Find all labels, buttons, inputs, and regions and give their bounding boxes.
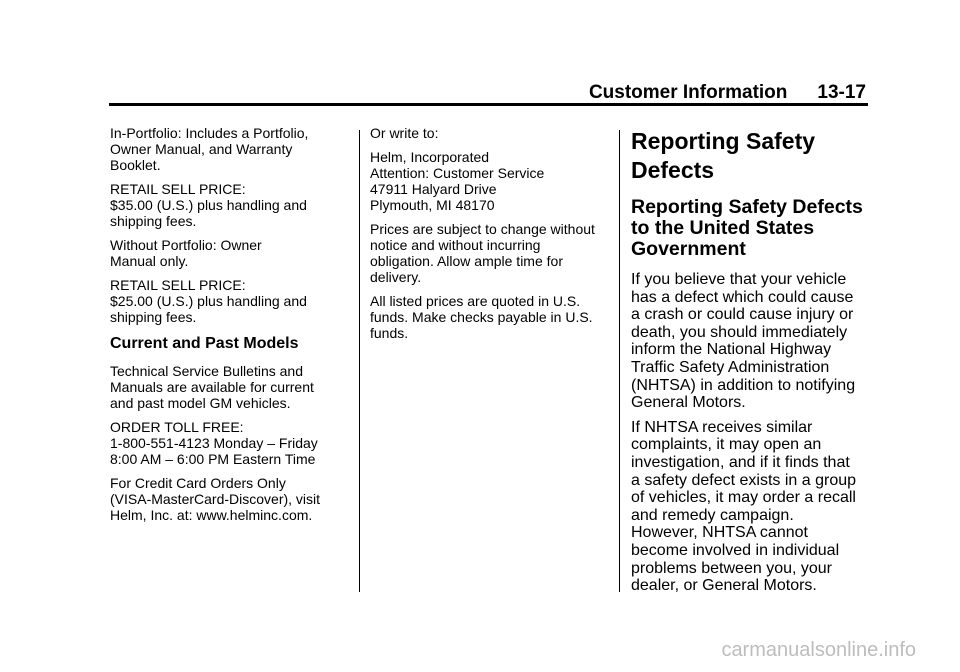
paragraph bbox=[631, 271, 871, 412]
text-line: become involved in individual bbox=[631, 541, 840, 559]
text-line: dealer, or General Motors. bbox=[631, 577, 817, 595]
paragraph bbox=[370, 125, 610, 141]
text-line: If NHTSA receives similar bbox=[631, 418, 813, 436]
text-line: shipping fees. bbox=[110, 309, 197, 325]
text-line: (VISA-MasterCard-Discover), visit bbox=[110, 491, 321, 507]
column-divider-left bbox=[359, 130, 360, 592]
text-line: delivery. bbox=[370, 269, 422, 285]
text-line: Manual only. bbox=[110, 253, 189, 269]
text-line: a crash or could cause injury or bbox=[631, 306, 854, 324]
text-line: Plymouth, MI 48170 bbox=[370, 197, 495, 213]
paragraph bbox=[110, 125, 350, 173]
text-line: problems between you, your bbox=[631, 559, 832, 577]
column-3 bbox=[631, 125, 871, 602]
text-line: notice and without incurring bbox=[370, 237, 541, 253]
text-line: Helm, Incorporated bbox=[370, 149, 490, 165]
text-line: obligation. Allow ample time for bbox=[370, 253, 563, 269]
text-line: ORDER TOLL FREE: bbox=[110, 419, 244, 435]
paragraph bbox=[110, 419, 350, 467]
text-line: In-Portfolio: Includes a Portfolio, bbox=[110, 125, 309, 141]
header-rule bbox=[109, 103, 868, 106]
section-heading bbox=[631, 127, 871, 185]
column-divider-right bbox=[619, 130, 620, 592]
watermark-text: carmanualsonline.info bbox=[721, 639, 916, 661]
text-line: has a defect which could cause bbox=[631, 288, 854, 306]
text-line: Booklet. bbox=[110, 157, 161, 173]
text-line: of vehicles, it may order a recall bbox=[631, 489, 856, 507]
text-line: funds. bbox=[370, 325, 409, 341]
heading-line: Defects bbox=[631, 157, 715, 183]
paragraph bbox=[631, 419, 871, 595]
text-line: RETAIL SELL PRICE: bbox=[110, 277, 246, 293]
text-line: Manuals are available for current bbox=[110, 379, 314, 395]
text-line: 8:00 AM – 6:00 PM Eastern Time bbox=[110, 451, 316, 467]
text-line: If you believe that your vehicle bbox=[631, 271, 847, 288]
text-line: However, NHTSA cannot bbox=[631, 524, 808, 542]
text-line: Technical Service Bulletins and bbox=[110, 363, 303, 379]
text-line: inform the National Highway bbox=[631, 341, 832, 359]
paragraph bbox=[370, 221, 610, 285]
section-title: Customer Information bbox=[588, 82, 788, 103]
text-line: death, you should immediately bbox=[631, 323, 848, 341]
text-line: RETAIL SELL PRICE: bbox=[110, 181, 246, 197]
text-line: Helm, Inc. at: www.helminc.com. bbox=[110, 507, 313, 523]
heading-line: Government bbox=[631, 238, 746, 260]
subsection-heading bbox=[631, 197, 871, 260]
text-line: All listed prices are quoted in U.S. bbox=[370, 293, 581, 309]
subsection-heading: Current and Past Models bbox=[110, 335, 299, 352]
text-line: a safety defect exists in a group bbox=[631, 471, 857, 489]
text-line: Owner Manual, and Warranty bbox=[110, 141, 293, 157]
text-line: $35.00 (U.S.) plus handling and bbox=[110, 197, 307, 213]
text-line: $25.00 (U.S.) plus handling and bbox=[110, 293, 307, 309]
paragraph bbox=[110, 181, 350, 229]
text-line: 47911 Halyard Drive bbox=[370, 181, 497, 197]
text-line: Or write to: bbox=[370, 125, 439, 141]
text-line: shipping fees. bbox=[110, 213, 197, 229]
text-line: and past model GM vehicles. bbox=[110, 395, 291, 411]
text-line: For Credit Card Orders Only bbox=[110, 475, 286, 491]
paragraph bbox=[110, 475, 350, 523]
text-line: General Motors. bbox=[631, 394, 746, 412]
address-block bbox=[370, 149, 610, 213]
text-line: and remedy campaign. bbox=[631, 506, 794, 524]
paragraph bbox=[110, 277, 350, 325]
text-line: Traffic Safety Administration bbox=[631, 358, 830, 376]
heading-line: to the United States bbox=[631, 217, 815, 239]
paragraph bbox=[110, 237, 350, 269]
text-line: Prices are subject to change without bbox=[370, 221, 595, 237]
heading-line: Reporting Safety Defects bbox=[631, 196, 863, 218]
paragraph bbox=[110, 363, 350, 411]
page-number: 13-17 bbox=[817, 82, 866, 103]
text-line: investigation, and if it finds that bbox=[631, 453, 850, 471]
heading-line: Reporting Safety bbox=[631, 128, 816, 154]
text-line: 1-800-551-4123 Monday – Friday bbox=[110, 435, 318, 451]
text-line: complaints, it may open an bbox=[631, 436, 822, 454]
text-line: Attention: Customer Service bbox=[370, 165, 545, 181]
column-1 bbox=[110, 125, 350, 531]
text-line: Without Portfolio: Owner bbox=[110, 237, 262, 253]
text-line: funds. Make checks payable in U.S. bbox=[370, 309, 593, 325]
column-2 bbox=[370, 125, 610, 349]
page-header bbox=[0, 82, 866, 104]
paragraph bbox=[370, 293, 610, 341]
text-line: (NHTSA) in addition to notifying bbox=[631, 376, 856, 394]
